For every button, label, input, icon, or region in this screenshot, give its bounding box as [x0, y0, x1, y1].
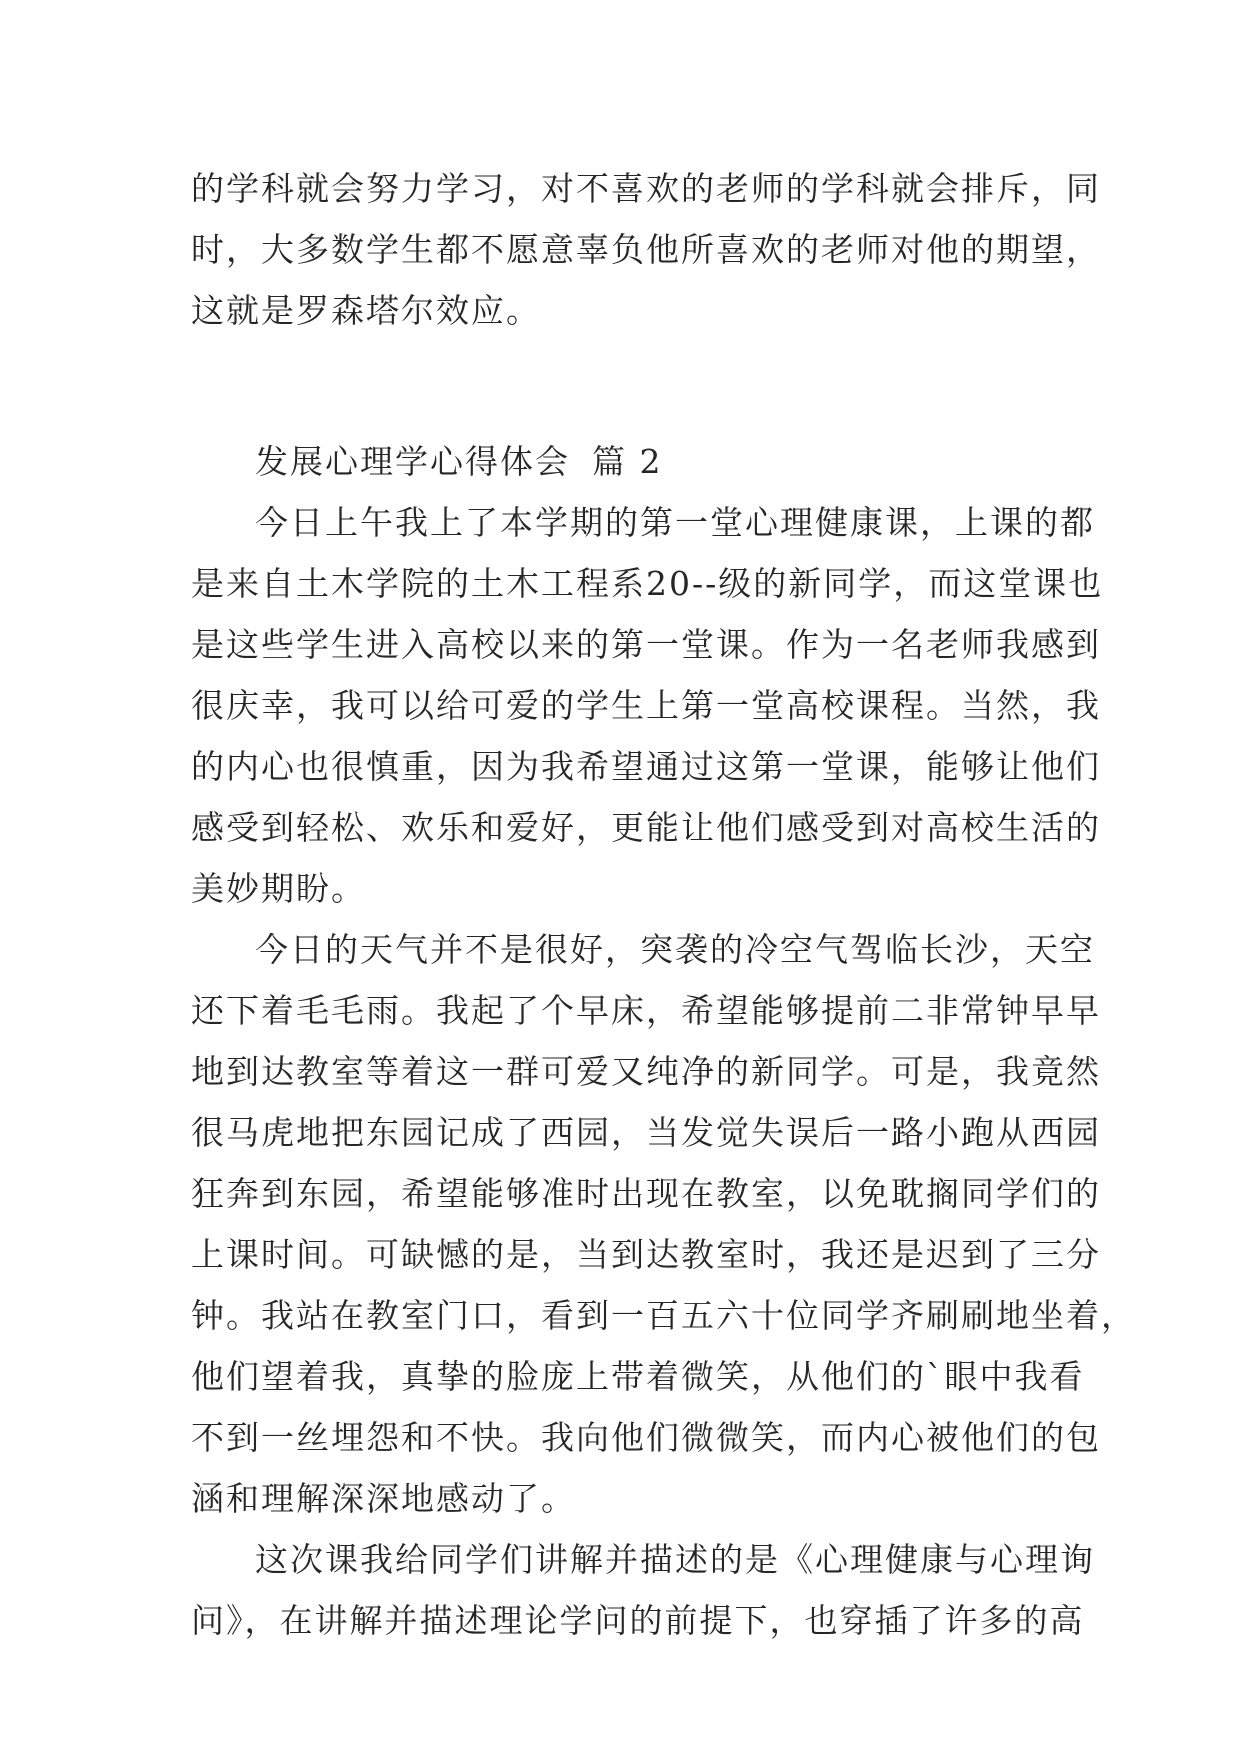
text-line: 时，大多数学生都不愿意辜负他所喜欢的老师对他的期望，: [191, 230, 1101, 269]
text-line: 今日上午我上了本学期的第一堂心理健康课，上课的都: [255, 503, 1095, 542]
text-line: 的学科就会努力学习，对不喜欢的老师的学科就会排斥，同: [191, 169, 1101, 208]
paragraph-1: [191, 492, 1104, 919]
text-line: 的内心也很慎重，因为我希望通过这第一堂课，能够让他们: [191, 747, 1101, 786]
section-number: 篇 2: [592, 442, 663, 481]
section-gap: [191, 341, 1053, 431]
paragraph-2: [191, 919, 1136, 1529]
paragraph-3: [191, 1529, 1095, 1651]
text-line: 狂奔到东园，希望能够准时出现在教室，以免耽搁同学们的: [191, 1174, 1101, 1213]
text-line: 今日的天气并不是很好，突袭的冷空气驾临长沙，天空: [255, 930, 1095, 969]
text-line: 美妙期盼。: [191, 869, 366, 908]
text-line: 涵和理解深深地感动了。: [191, 1479, 576, 1518]
text-line: 钟。我站在教室门口，看到一百五六十位同学齐刷刷地坐着，: [191, 1296, 1136, 1335]
text-line: 这就是罗森塔尔效应。: [191, 291, 541, 330]
text-line: 不到一丝埋怨和不快。我向他们微微笑，而内心被他们的包: [191, 1418, 1101, 1457]
section-heading: [191, 431, 1053, 492]
text-line: 是来自土木学院的土木工程系20--级的新同学，而这堂课也: [191, 564, 1104, 603]
text-line: 是这些学生进入高校以来的第一堂课。作为一名老师我感到: [191, 625, 1101, 664]
text-line: 他们望着我，真挚的脸庞上带着微笑，从他们的`眼中我看: [191, 1357, 1085, 1396]
text-line: 还下着毛毛雨。我起了个早床，希望能够提前二非常钟早早: [191, 991, 1101, 1030]
text-line: 问》，在讲解并描述理论学问的前提下，也穿插了许多的高: [191, 1601, 1085, 1640]
document-body: [191, 158, 1136, 1651]
text-line: 很庆幸，我可以给可爱的学生上第一堂高校课程。当然，我: [191, 686, 1101, 725]
text-line: 感受到轻松、欢乐和爱好，更能让他们感受到对高校生活的: [191, 808, 1101, 847]
text-line: 这次课我给同学们讲解并描述的是《心理健康与心理询: [255, 1540, 1095, 1579]
text-line: 上课时间。可缺憾的是，当到达教室时，我还是迟到了三分: [191, 1235, 1101, 1274]
intro-paragraph: [191, 158, 1101, 341]
text-line: 地到达教室等着这一群可爱又纯净的新同学。可是，我竟然: [191, 1052, 1101, 1091]
section-title: 发展心理学心得体会: [255, 442, 570, 481]
text-line: 很马虎地把东园记成了西园，当发觉失误后一路小跑从西园: [191, 1113, 1101, 1152]
